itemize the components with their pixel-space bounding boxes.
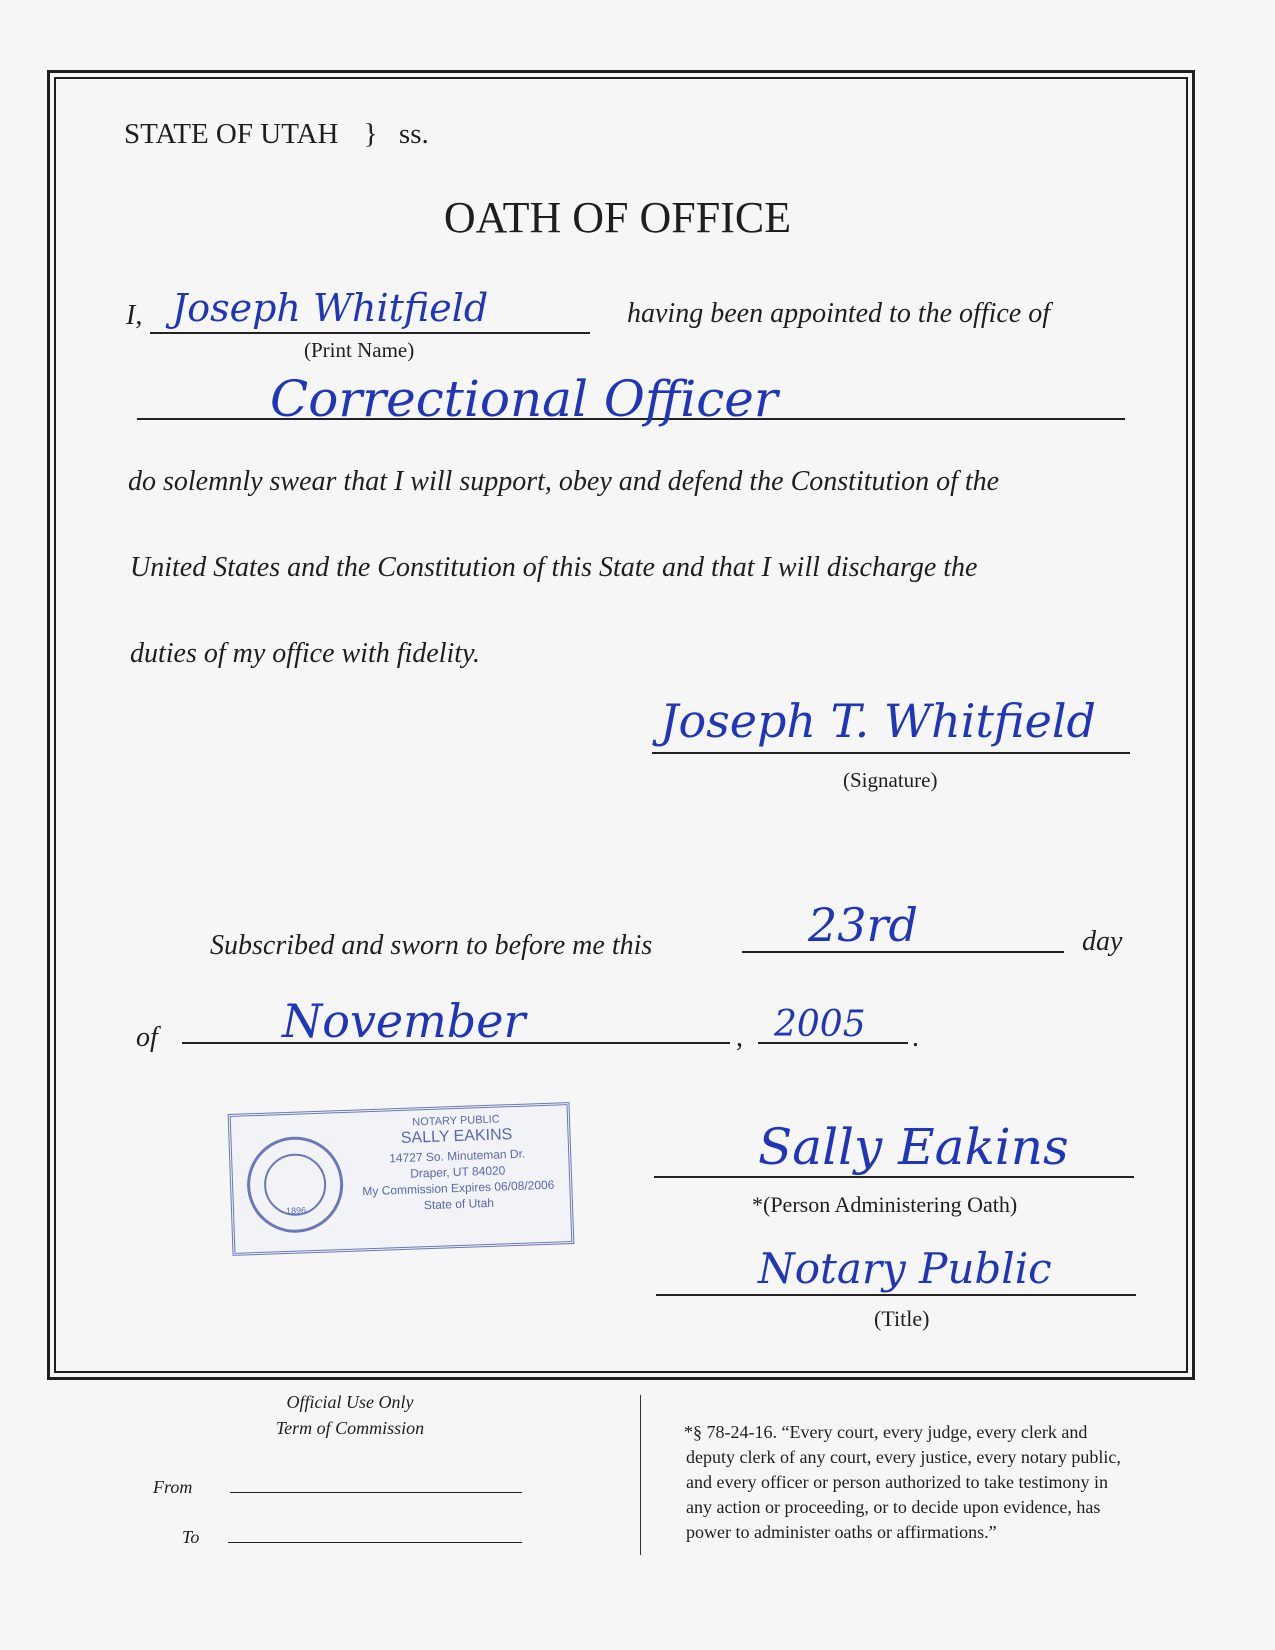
footnote-line-5: power to administer oaths or affirmations.”	[686, 1522, 997, 1542]
period: .	[912, 1022, 919, 1053]
footnote-line-3: and every officer or person authorized to take testimony in	[686, 1472, 1109, 1492]
title-label: (Title)	[874, 1306, 930, 1331]
brace: }	[363, 118, 378, 150]
name-line	[150, 332, 590, 334]
name-handwritten: Joseph Whitfield	[172, 286, 489, 330]
from-line	[230, 1492, 522, 1493]
state-name: STATE OF UTAH	[124, 118, 339, 150]
title-line	[656, 1294, 1136, 1296]
oath-line-1: do solemnly swear that I will support, obey and defend the Constitution of the	[128, 466, 1000, 497]
year-handwritten: 2005	[774, 1004, 866, 1045]
signature-label: (Signature)	[843, 768, 938, 792]
term-heading: Term of Commission	[275, 1418, 425, 1438]
page-title: OATH OF OFFICE	[443, 193, 792, 242]
stamp-line-3: 14727 So. Minuteman Dr.	[388, 1146, 526, 1166]
pronoun-i: I,	[126, 300, 143, 331]
state-seal	[245, 1135, 344, 1234]
to-label: To	[182, 1527, 200, 1547]
administrator-label: *(Person Administering Oath)	[752, 1192, 1018, 1217]
month-handwritten: November	[282, 994, 526, 1048]
oath-line-3: duties of my office with fidelity.	[130, 638, 480, 669]
state-line	[124, 118, 429, 151]
stamp-line-4: Draper, UT 84020	[409, 1163, 506, 1181]
signature-handwritten: Joseph T. Whitfield	[660, 694, 1096, 748]
day-word: day	[1082, 926, 1123, 957]
stamp-line-1: NOTARY PUBLIC	[412, 1113, 500, 1129]
administrator-line	[654, 1176, 1134, 1178]
title-handwritten: Notary Public	[758, 1244, 1052, 1293]
having-been-text: having been appointed to the office of	[627, 298, 1051, 329]
administrator-handwritten: Sally Eakins	[758, 1118, 1069, 1176]
stamp-line-6: State of Utah	[423, 1195, 495, 1213]
footnote-line-1: *§ 78-24-16. “Every court, every judge, every clerk and	[684, 1422, 1088, 1442]
comma: ,	[736, 1022, 743, 1053]
of-word: of	[136, 1022, 158, 1053]
seal-year: 1896	[285, 1205, 307, 1217]
official-use-heading: Official Use Only	[286, 1392, 414, 1412]
stamp-line-5: My Commission Expires 06/08/2006	[362, 1177, 555, 1199]
to-line	[228, 1542, 522, 1543]
ss-abbrev: ss.	[398, 118, 429, 150]
footnote-line-4: any action or proceeding, or to decide upon evidence, has	[686, 1497, 1101, 1517]
footnote-line-2: deputy clerk of any court, every justice, every notary public,	[686, 1447, 1121, 1467]
notary-stamp	[228, 1102, 575, 1256]
subscribed-text: Subscribed and sworn to before me this	[210, 930, 653, 961]
signature-line	[652, 752, 1130, 754]
print-name-label: (Print Name)	[304, 338, 415, 362]
from-label: From	[153, 1477, 193, 1497]
stamp-line-2: SALLY EAKINS	[400, 1126, 513, 1147]
oath-line-2: United States and the Constitution of this State and that I will discharge the	[130, 552, 978, 583]
footer-divider	[640, 1395, 641, 1555]
day-handwritten: 23rd	[808, 898, 918, 952]
office-handwritten: Correctional Officer	[270, 370, 778, 428]
